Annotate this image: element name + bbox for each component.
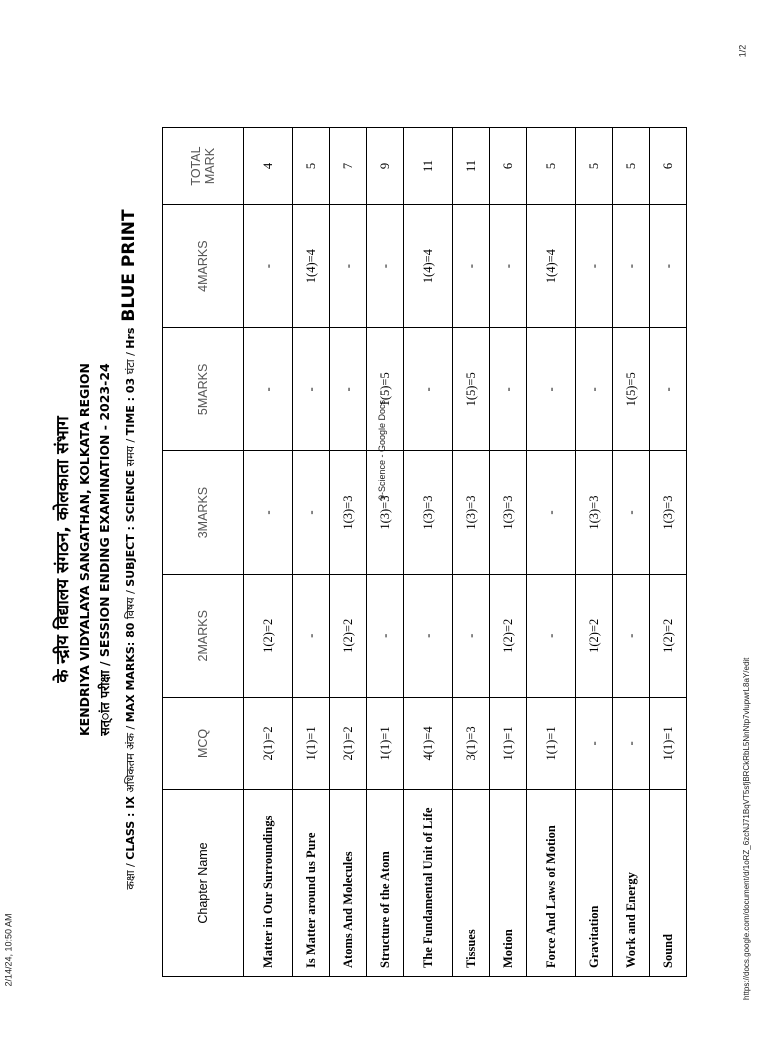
marks-cell: - bbox=[490, 205, 527, 328]
marks-cell: - bbox=[330, 205, 367, 328]
marks-cell: - bbox=[613, 205, 650, 328]
marks-cell: 5 bbox=[613, 128, 650, 205]
marks-cell: 1(2)=2 bbox=[650, 574, 687, 697]
marks-cell: - bbox=[293, 328, 330, 451]
marks-cell: - bbox=[404, 328, 453, 451]
marks-cell: - bbox=[330, 328, 367, 451]
table-row bbox=[490, 128, 527, 977]
header-hindi-title: के न्द्रीय विद्यालय संगठन, कोलकाता संभाग bbox=[53, 416, 73, 683]
chapter-name-cell: Motion bbox=[490, 790, 527, 977]
header-exam-details: कक्षा / CLASS : IX अधिकतम अंक / MAX MARKS: 80 विषय / SUBJECT : SCIENCE समय / TIME : 03 घंटा / Hrs BLUE PRINT bbox=[119, 209, 139, 890]
marks-cell: 4 bbox=[244, 128, 293, 205]
chapter-name-cell: Atoms And Molecules bbox=[330, 790, 367, 977]
marks-cell: 1(5)=5 bbox=[453, 328, 490, 451]
chapter-name-cell: Tissues bbox=[453, 790, 490, 977]
chapter-name-cell: Sound bbox=[650, 790, 687, 977]
marks-cell: 1(3)=3 bbox=[490, 451, 527, 574]
marks-cell: 1(3)=3 bbox=[404, 451, 453, 574]
header-chapter-name: Chapter Name bbox=[163, 790, 244, 977]
marks-cell: 1(1)=1 bbox=[367, 697, 404, 789]
marks-cell: 9 bbox=[367, 128, 404, 205]
marks-cell: 11 bbox=[453, 128, 490, 205]
print-datetime: 2/14/24, 10:50 AM bbox=[3, 913, 14, 987]
marks-cell: 2(1)=2 bbox=[244, 697, 293, 789]
marks-cell: - bbox=[244, 205, 293, 328]
table-row bbox=[453, 128, 490, 977]
marks-cell: 7 bbox=[330, 128, 367, 205]
print-page-number: 1/2 bbox=[737, 44, 748, 58]
marks-cell: - bbox=[490, 328, 527, 451]
chapter-name-cell: Matter in Our Surroundings bbox=[244, 790, 293, 977]
marks-cell: - bbox=[527, 574, 576, 697]
table-row bbox=[650, 128, 687, 977]
blueprint-page bbox=[32, 42, 682, 1057]
marks-cell: - bbox=[613, 574, 650, 697]
header-exam-title: सत्ांत परीक्षा / SESSION ENDING EXAMINATION - 2023-24 bbox=[97, 363, 112, 736]
marks-cell: 1(2)=2 bbox=[490, 574, 527, 697]
table-row bbox=[576, 128, 613, 977]
marks-cell: - bbox=[650, 205, 687, 328]
blueprint-label: BLUE PRINT bbox=[119, 209, 139, 328]
marks-cell: - bbox=[453, 205, 490, 328]
chapter-name-cell: Force And Laws of Motion bbox=[527, 790, 576, 977]
header-4marks: 4MARKS bbox=[163, 205, 244, 328]
marks-cell: - bbox=[613, 697, 650, 789]
chapter-name-cell: Is Matter around us Pure bbox=[293, 790, 330, 977]
marks-cell: - bbox=[576, 205, 613, 328]
marks-cell: - bbox=[367, 574, 404, 697]
table-row bbox=[293, 128, 330, 977]
marks-cell: 3(1)=3 bbox=[453, 697, 490, 789]
marks-cell: - bbox=[404, 574, 453, 697]
header-mcq: MCQ bbox=[163, 697, 244, 789]
print-url: https://docs.google.com/document/d/1oRZ_6zcNJ71BqVT5sfjBRCkRbL5NnNtp7vlupwrL8aY/edit bbox=[742, 657, 751, 1000]
marks-cell: - bbox=[244, 451, 293, 574]
marks-cell: 1(1)=1 bbox=[490, 697, 527, 789]
table-row bbox=[404, 128, 453, 977]
marks-cell: 1(4)=4 bbox=[293, 205, 330, 328]
table-header-row bbox=[163, 128, 244, 977]
marks-cell: 6 bbox=[650, 128, 687, 205]
marks-cell: 1(2)=2 bbox=[576, 574, 613, 697]
marks-cell: 1(4)=4 bbox=[527, 205, 576, 328]
marks-cell: - bbox=[576, 697, 613, 789]
table-row bbox=[613, 128, 650, 977]
table-row bbox=[330, 128, 367, 977]
document-header bbox=[50, 42, 139, 1057]
marks-cell: - bbox=[293, 574, 330, 697]
chapter-name-cell: Gravitation bbox=[576, 790, 613, 977]
marks-cell: 1(4)=4 bbox=[404, 205, 453, 328]
marks-cell: - bbox=[650, 328, 687, 451]
print-doc-title: 9-Science - Google Docs bbox=[377, 399, 388, 501]
marks-cell: 1(3)=3 bbox=[576, 451, 613, 574]
marks-cell: 2(1)=2 bbox=[330, 697, 367, 789]
header-english-title: KENDRIYA VIDYALAYA SANGATHAN, KOLKATA REGION bbox=[77, 362, 92, 737]
header-total-mark: TOTAL MARK bbox=[163, 128, 244, 205]
marks-cell: 1(1)=1 bbox=[527, 697, 576, 789]
marks-cell: 1(2)=2 bbox=[244, 574, 293, 697]
marks-cell: 1(2)=2 bbox=[330, 574, 367, 697]
chapter-name-cell: The Fundamental Unit of Life bbox=[404, 790, 453, 977]
marks-cell: - bbox=[527, 451, 576, 574]
header-3marks: 3MARKS bbox=[163, 451, 244, 574]
marks-cell: 11 bbox=[404, 128, 453, 205]
marks-cell: - bbox=[367, 205, 404, 328]
marks-cell: - bbox=[293, 451, 330, 574]
marks-cell: 1(3)=3 bbox=[367, 451, 404, 574]
marks-cell: 5 bbox=[293, 128, 330, 205]
table-row bbox=[367, 128, 404, 977]
table-row bbox=[244, 128, 293, 977]
header-5marks: 5MARKS bbox=[163, 328, 244, 451]
table-row bbox=[527, 128, 576, 977]
marks-cell: - bbox=[453, 574, 490, 697]
marks-cell: 1(5)=5 bbox=[367, 328, 404, 451]
marks-cell: 4(1)=4 bbox=[404, 697, 453, 789]
marks-cell: 1(5)=5 bbox=[613, 328, 650, 451]
marks-cell: - bbox=[613, 451, 650, 574]
chapter-name-cell: Structure of the Atom bbox=[367, 790, 404, 977]
marks-cell: - bbox=[527, 328, 576, 451]
marks-cell: 1(3)=3 bbox=[453, 451, 490, 574]
blueprint-table bbox=[162, 127, 687, 977]
marks-cell: 5 bbox=[527, 128, 576, 205]
marks-cell: - bbox=[244, 328, 293, 451]
marks-cell: 5 bbox=[576, 128, 613, 205]
chapter-name-cell: Work and Energy bbox=[613, 790, 650, 977]
marks-cell: 1(1)=1 bbox=[650, 697, 687, 789]
marks-cell: 1(1)=1 bbox=[293, 697, 330, 789]
marks-cell: 1(3)=3 bbox=[330, 451, 367, 574]
marks-cell: 1(3)=3 bbox=[650, 451, 687, 574]
marks-cell: - bbox=[576, 328, 613, 451]
marks-cell: 6 bbox=[490, 128, 527, 205]
header-2marks: 2MARKS bbox=[163, 574, 244, 697]
